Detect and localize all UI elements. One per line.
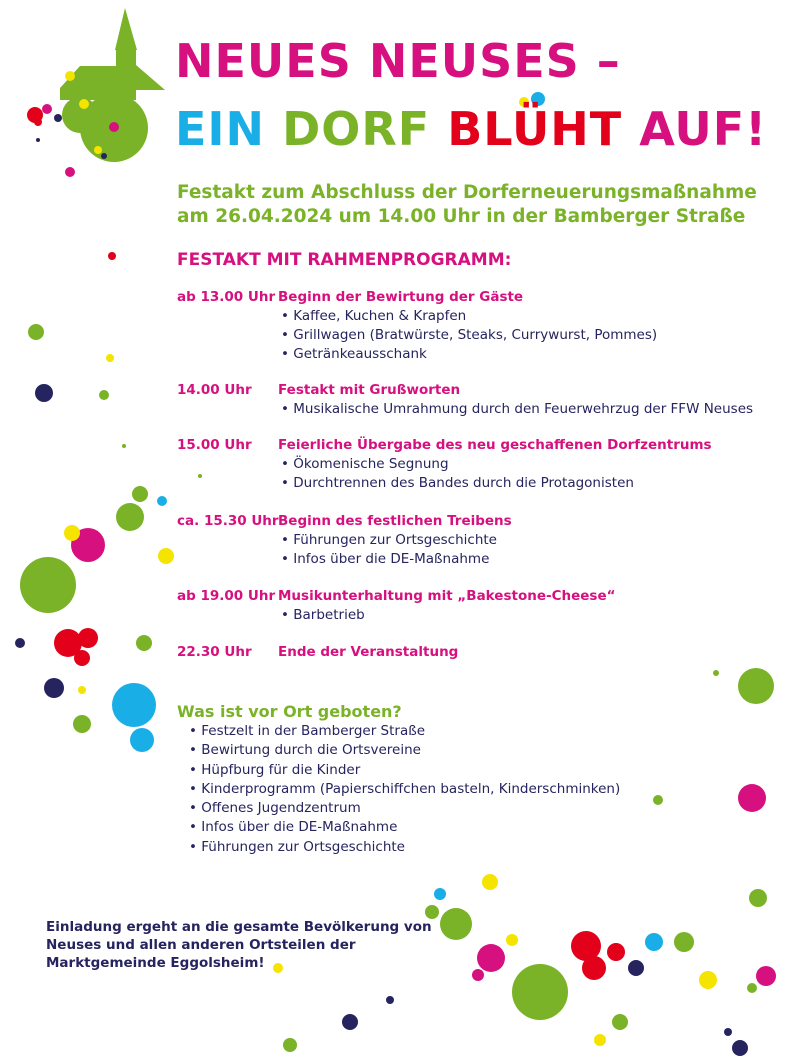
subtitle-line-2: am 26.04.2024 um 14.00 Uhr in der Bamberger Straße (177, 206, 746, 227)
offer-list (189, 722, 620, 857)
invitation-line-1: Einladung ergeht an die gesamte Bevölkerung von (46, 919, 432, 935)
program-time: 15.00 Uhr (177, 437, 252, 453)
offer-item: • Führungen zur Ortsgeschichte (189, 838, 620, 857)
church-tree-icon (60, 8, 165, 162)
program-block-6 (177, 643, 458, 662)
program-title: Festakt mit Grußworten (278, 382, 461, 398)
offer-item: • Kinderprogramm (Papierschiffchen basteln, Kinderschminken) (189, 780, 620, 799)
title-dorf: DORF (282, 102, 431, 156)
offer-item: • Infos über die DE-Maßnahme (189, 818, 620, 837)
program-item: • Führungen zur Ortsgeschichte (177, 531, 512, 550)
title-auf: AUF! (639, 102, 768, 156)
program-title: Beginn der Bewirtung der Gäste (278, 289, 524, 305)
program-block-2 (177, 381, 753, 419)
invitation-text (46, 918, 466, 972)
program-block-4 (177, 512, 512, 569)
program-item: • Durchtrennen des Bandes durch die Protagonisten (177, 474, 712, 493)
program-time: 22.30 Uhr (177, 644, 252, 660)
invitation-line-2: Neuses und allen anderen Ortsteilen der (46, 937, 356, 953)
program-block-1 (177, 288, 657, 364)
program-title: Ende der Veranstaltung (278, 644, 459, 660)
program-time: ab 19.00 Uhr (177, 588, 276, 604)
offer-item: • Offenes Jugendzentrum (189, 799, 620, 818)
program-title: Feierliche Übergabe des neu geschaffenen Dorfzentrums (278, 437, 712, 453)
subtitle-line-1: Festakt zum Abschluss der Dorferneuerungsmaßnahme (177, 182, 757, 203)
program-item: • Musikalische Umrahmung durch den Feuerwehrzug der FFW Neuses (177, 400, 753, 419)
event-subtitle (177, 181, 757, 229)
page-title-line-2 (175, 102, 768, 156)
program-block-3 (177, 436, 712, 493)
program-block-5 (177, 587, 615, 625)
program-item: • Ökomenische Segnung (177, 455, 712, 474)
program-heading: FESTAKT MIT RAHMENPROGRAMM: (177, 250, 512, 270)
title-bluht: BLÜHT (447, 102, 623, 156)
invitation-line-3: Marktgemeinde Eggolsheim! (46, 955, 265, 971)
offer-item: • Hüpfburg für die Kinder (189, 761, 620, 780)
program-item: • Barbetrieb (177, 606, 615, 625)
program-item: • Getränkeausschank (177, 345, 657, 364)
offer-item: • Bewirtung durch die Ortsvereine (189, 741, 620, 760)
program-time: 14.00 Uhr (177, 382, 252, 398)
program-time: ca. 15.30 Uhr (177, 513, 279, 529)
program-item: • Kaffee, Kuchen & Krapfen (177, 307, 657, 326)
offer-heading: Was ist vor Ort geboten? (177, 702, 402, 721)
program-time: ab 13.00 Uhr (177, 289, 276, 305)
program-item: • Grillwagen (Bratwürste, Steaks, Currywurst, Pommes) (177, 326, 657, 345)
title-neues-neuses: NEUES NEUSES – (175, 34, 621, 88)
program-title: Musikunterhaltung mit „Bakestone-Cheese“ (278, 588, 616, 604)
title-ein: EIN (175, 102, 266, 156)
program-item: • Infos über die DE-Maßnahme (177, 550, 512, 569)
program-title: Beginn des festlichen Treibens (278, 513, 512, 529)
offer-item: • Festzelt in der Bamberger Straße (189, 722, 620, 741)
page-title-line-1 (175, 34, 621, 88)
